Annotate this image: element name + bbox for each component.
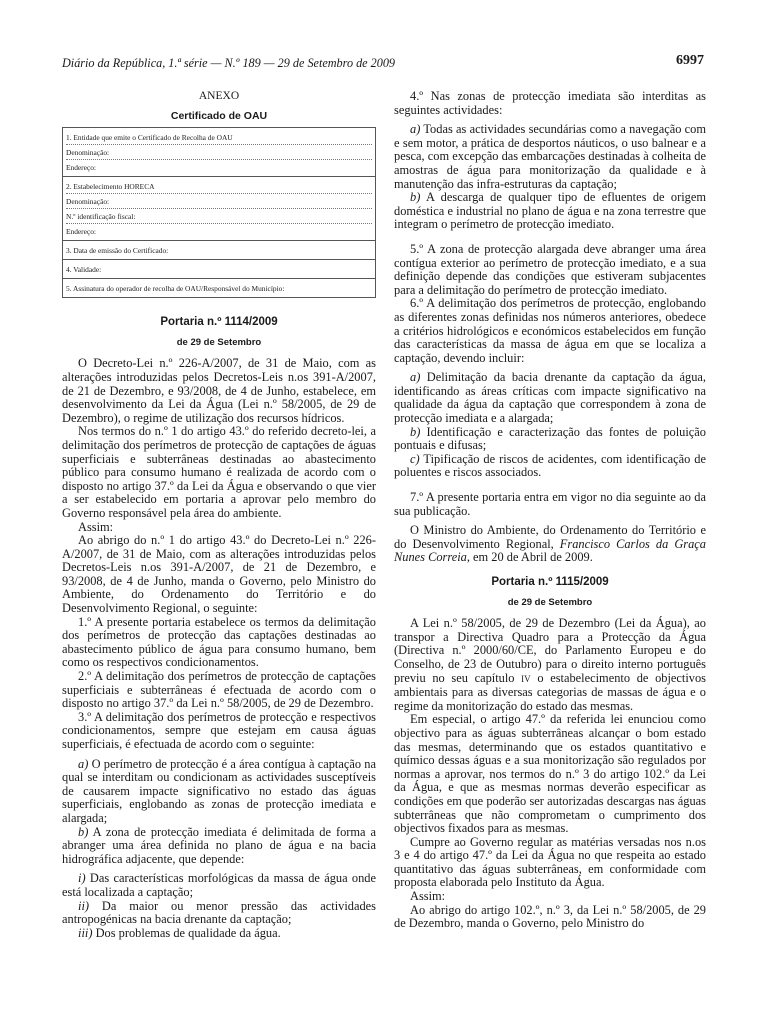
paragraph: O Decreto-Lei n.º 226-A/2007, de 31 de Maio, com as alterações introduzidas pelos Decretos-Leis n.os 391-A/2007, de 21 de Dezembro, e 93/2008, de 4 de Junho, estabelece, em desenvolvimento da Lei da Água (Lei n.º 58/2005, de 29 de Dezembro), o regime de utilização dos recursos hídricos.	[62, 356, 376, 425]
paragraph: Nos termos do n.º 1 do artigo 43.º do referido decreto-lei, a delimitação dos perímetros de protecção de captações de águas superficiais e subterrâneas destinadas ao abastecimento público para consumo humano é realizada de acordo com o disposto no artigo 37.º da Lei da Água e observando o que vier a ser estabelecido em portaria a aprovar pelo membro do Governo responsável pela área do ambiente.	[62, 424, 376, 520]
article-6-item-b: b) Identificação e caracterização das fontes de poluição pontuais e difusas;	[394, 424, 706, 453]
article-3-subitem-i: i) Das características morfológicas da massa de água onde está localizada a captação;	[62, 871, 376, 899]
annex-label: ANEXO	[198, 90, 240, 102]
form-field-label: Denominação:	[66, 194, 372, 209]
form-field-label: 5. Assinatura do operador de recolha de OAU/Responsável do Município:	[66, 284, 285, 294]
form-field-label: 4. Validade:	[66, 265, 102, 275]
portaria-1115-title: Portaria n.º 1115/2009	[491, 576, 609, 588]
article-6: 6.º A delimitação dos perímetros de protecção, englobando as diferentes zonas definidas nos números anteriores, obedece a critérios hidrológicos e económicos estabelecidos em função das características da massa de água em que se localiza a captação, devendo incluir:	[394, 296, 706, 365]
portaria-1114-date: de 29 de Setembro	[176, 336, 262, 348]
page-number: 6997	[676, 53, 704, 68]
form-field-label: Denominação:	[66, 145, 372, 160]
article-3: 3.º A delimitação dos perímetros de protecção e respectivos condicionamentos, sempre que estejam em causa águas superficiais, é efectuada de acordo com o seguinte:	[62, 709, 376, 751]
paragraph: Cumpre ao Governo regular as matérias versadas nos n.os 3 e 4 do artigo 47.º da Lei da Água no que respeita ao estado quantitativo das águas subterrâneas, em conformidade com proposta elaborada pelo Instituto da Água.	[394, 834, 706, 890]
article-1: 1.º A presente portaria estabelece os termos da delimitação dos perímetros de protecção das captações destinadas ao abastecimento público de água para consumo humano, bem como os respectivos condicionamentos.	[62, 614, 376, 670]
paragraph: Assim:	[78, 519, 114, 534]
paragraph: Assim:	[410, 889, 446, 904]
article-4: 4.º Nas zonas de protecção imediata são interditas as seguintes actividades:	[394, 89, 706, 117]
form-row	[63, 260, 376, 279]
paragraph: A Lei n.º 58/2005, de 29 de Dezembro (Lei da Água), ao transpor a Directiva Quadro para a Protecção da Água (Directiva n.º 2000/60/CE, do Parlamento Europeu e do Conselho, de 23 de Outubro) para o direito interno português previu no seu capítulo IV o estabelecimento de objectivos ambientais para as diversas categorias de massas de água e o regime da monitorização do estado das mesmas.	[394, 616, 706, 713]
article-7: 7.º A presente portaria entra em vigor no dia seguinte ao da sua publicação.	[394, 490, 706, 518]
article-3-subitem-iii: iii) Dos problemas de qualidade da água.	[78, 925, 281, 940]
form-row	[63, 279, 376, 298]
signature: O Ministro do Ambiente, do Ordenamento do Território e do Desenvolvimento Regional, Francisco Carlos da Graça Nunes Correia, em 20 de Abril de 2009.	[394, 523, 706, 565]
page-header	[62, 53, 704, 76]
article-4-item-b: b) A descarga de qualquer tipo de efluentes de origem doméstica e industrial no plano de água e na zona terrestre que integram o perímetro de protecção imediato.	[394, 190, 706, 232]
left-column	[62, 90, 376, 940]
portaria-1114-title: Portaria n.º 1114/2009	[160, 316, 278, 329]
journal-title: Diário da República, 1.ª série — N.º 189 — 29 de Setembro de 2009	[62, 56, 396, 70]
form-field-label: Endereço:	[66, 227, 96, 237]
certificate-title: Certificado de OAU	[170, 109, 268, 122]
article-2: 2.º A delimitação dos perímetros de protecção de captações superficiais e subterrâneas é efectuada de acordo com o disposto no artigo 37.º da Lei n.º 58/2005, de 29 de Dezembro.	[62, 669, 376, 711]
form-field-label: 3. Data de emissão do Certificado:	[66, 246, 169, 256]
paragraph: Em especial, o artigo 47.º da referida lei enunciou como objectivo para as águas subterrâneas alcançar o bom estado das mesmas, determinando que os estados quantitativo e químico dessas águas e a sua monitorização são regulados por normas a aprovar, nos termos do n.º 3 do artigo 102.º da Lei da Água, e que as mesmas normas deverão especificar as condições em que poderão ser autorizadas descargas nas águas subterrâneas que não comprometam o cumprimento dos objectivos fixados para as mesmas.	[394, 712, 706, 836]
right-column	[394, 90, 706, 931]
form-row	[63, 177, 376, 241]
article-4-item-a: a) Todas as actividades secundárias como a navegação com e sem motor, a prática de desportos náuticos, o uso balnear e a pesca, com excepção das embarcações destinadas à colheita de amostras de água para monitorização da qualidade e à manutenção das infra-estruturas da captação;	[394, 122, 706, 191]
paragraph: Ao abrigo do n.º 1 do artigo 43.º do Decreto-Lei n.º 226-A/2007, de 31 de Maio, com as alterações introduzidas pelos Decretos-Leis n.os 391-A/2007, de 21 de Dezembro, e 93/2008, de 4 de Junho, manda o Governo, pelo Ministro do Ambiente, do Ordenamento do Território e do Desenvolvimento Regional, o seguinte:	[62, 533, 376, 616]
article-6-item-c: c) Tipificação de riscos de acidentes, com identificação de poluentes e riscos associados.	[394, 451, 706, 480]
certificate-form	[62, 127, 376, 298]
article-3-item-a: a) O perímetro de protecção é a área contígua à captação na qual se interditam ou condicionam as actividades susceptíveis de causarem impacte significativo no estado das águas superficiais, englobando as zonas de protecção imediata e alargada;	[62, 756, 376, 825]
form-field-label: 1. Entidade que emite o Certificado de Recolha de OAU	[66, 130, 372, 145]
article-3-subitem-ii: ii) Da maior ou menor pressão das actividades antropogénicas na bacia drenante da captação;	[62, 898, 376, 927]
form-row	[63, 128, 376, 177]
article-6-item-a: a) Delimitação da bacia drenante da captação da água, identificando as áreas críticas com impacte significativo na qualidade da água da captação que correspondem à zona de protecção imediata e a alargada;	[394, 370, 706, 426]
form-row	[63, 241, 376, 260]
form-field-label: 2. Estabelecimento HORECA	[66, 179, 372, 194]
form-field-label: Endereço:	[66, 163, 96, 173]
portaria-1115-date: de 29 de Setembro	[507, 596, 593, 608]
paragraph: Ao abrigo do artigo 102.º, n.º 3, da Lei n.º 58/2005, de 29 de Dezembro, manda o Governo, pelo Ministro do	[394, 902, 706, 931]
article-3-item-b: b) A zona de protecção imediata é delimitada de forma a abranger uma área definida no plano de água e na bacia hidrográfica adjacente, que depende:	[62, 824, 376, 866]
form-field-label: N.º identificação fiscal:	[66, 209, 372, 224]
article-5: 5.º A zona de protecção alargada deve abranger uma área contígua exterior ao perímetro de protecção imediato, e a sua definição depende das condições que estiveram subjacentes para a delimitação do perímetro de protecção imediato.	[394, 241, 706, 297]
